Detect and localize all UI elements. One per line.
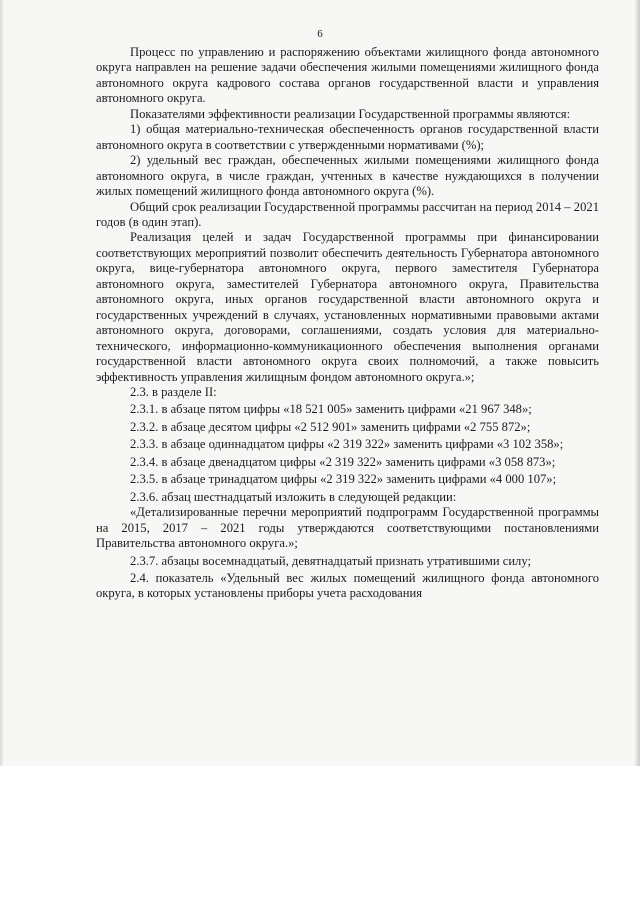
scan-shadow-right <box>634 0 640 766</box>
paragraph-implementation: Реализация целей и задач Государственной программы при финансировании соответствующих мероприятий позволит обеспечить деятельность Губернатора автономного округа, вице-губернатора автономного округа, первого заместителя Губернатора автономного округа, заместителей Губернатора автономного округа, Правительства автономного округа, иных органов государственной власти автономного округа и государственных учреждений в случаях, установленных нормативными правовыми актами автономного округа, договорами, соглашениями, создать условия для материально-технического, информационно-коммуникационного обеспечения выполнения органами государственной власти автономного округа своих полномочий, а также повысить эффективность управления жилищным фондом автономного округа.»; <box>96 230 599 384</box>
paragraph-2-3-4: 2.3.4. в абзаце двенадцатом цифры «2 319 322» заменить цифрами «3 058 873»; <box>130 454 556 469</box>
paragraph-quote: «Детализированные перечни мероприятий подпрограмм Государственной программы на 2015, 2017 – 2021 годы утверждаются соответствующими постановлениями Правительства автономного округа.»; <box>96 505 599 551</box>
paragraph-2-3-6: 2.3.6. абзац шестнадцатый изложить в следующей редакции: <box>130 489 457 504</box>
paragraph-indicator-1: 1) общая материально-техническая обеспеченность органов государственной власти автономного округа в соответствии с утвержденными нормативами (%); <box>96 122 599 152</box>
page-number: 6 <box>317 28 323 40</box>
paragraph-process: Процесс по управлению и распоряжению объектами жилищного фонда автономного округа направлен на решение задачи обеспечения жилыми помещениями жилищного фонда автономного округа кадрового состава органов государственной власти и управления автономного округа. <box>96 45 599 106</box>
document-body <box>96 45 599 602</box>
scan-shadow-left <box>0 0 4 766</box>
paragraph-2-3-2: 2.3.2. в абзаце десятом цифры «2 512 901» заменить цифрами «2 755 872»; <box>130 419 531 434</box>
paragraph-2-3-7: 2.3.7. абзацы восемнадцатый, девятнадцатый признать утратившими силу; <box>130 553 531 568</box>
paragraph-2-4: 2.4. показатель «Удельный вес жилых помещений жилищного фонда автономного округа, в которых установлены приборы учета расходования <box>96 570 599 601</box>
paragraph-indicator-2: 2) удельный вес граждан, обеспеченных жилыми помещениями жилищного фонда автономного округа, в числе граждан, учтенных в качестве нуждающихся в получении жилых помещений жилищного фонда автономного округа (%). <box>96 153 599 199</box>
paragraph-term: Общий срок реализации Государственной программы рассчитан на период 2014 – 2021 годов (в один этап). <box>96 199 599 229</box>
paragraph-2-3-1: 2.3.1. в абзаце пятом цифры «18 521 005» заменить цифрами «21 967 348»; <box>130 402 532 417</box>
paragraph-2-3-3: 2.3.3. в абзаце одиннадцатом цифры «2 319 322» заменить цифрами «3 102 358»; <box>130 437 564 452</box>
paragraph-2-3: 2.3. в разделе II: <box>130 384 217 399</box>
paragraph-2-3-5: 2.3.5. в абзаце тринадцатом цифры «2 319 322» заменить цифрами «4 000 107»; <box>130 472 557 487</box>
paragraph-indicators-intro: Показателями эффективности реализации Государственной программы являются: <box>130 106 571 121</box>
